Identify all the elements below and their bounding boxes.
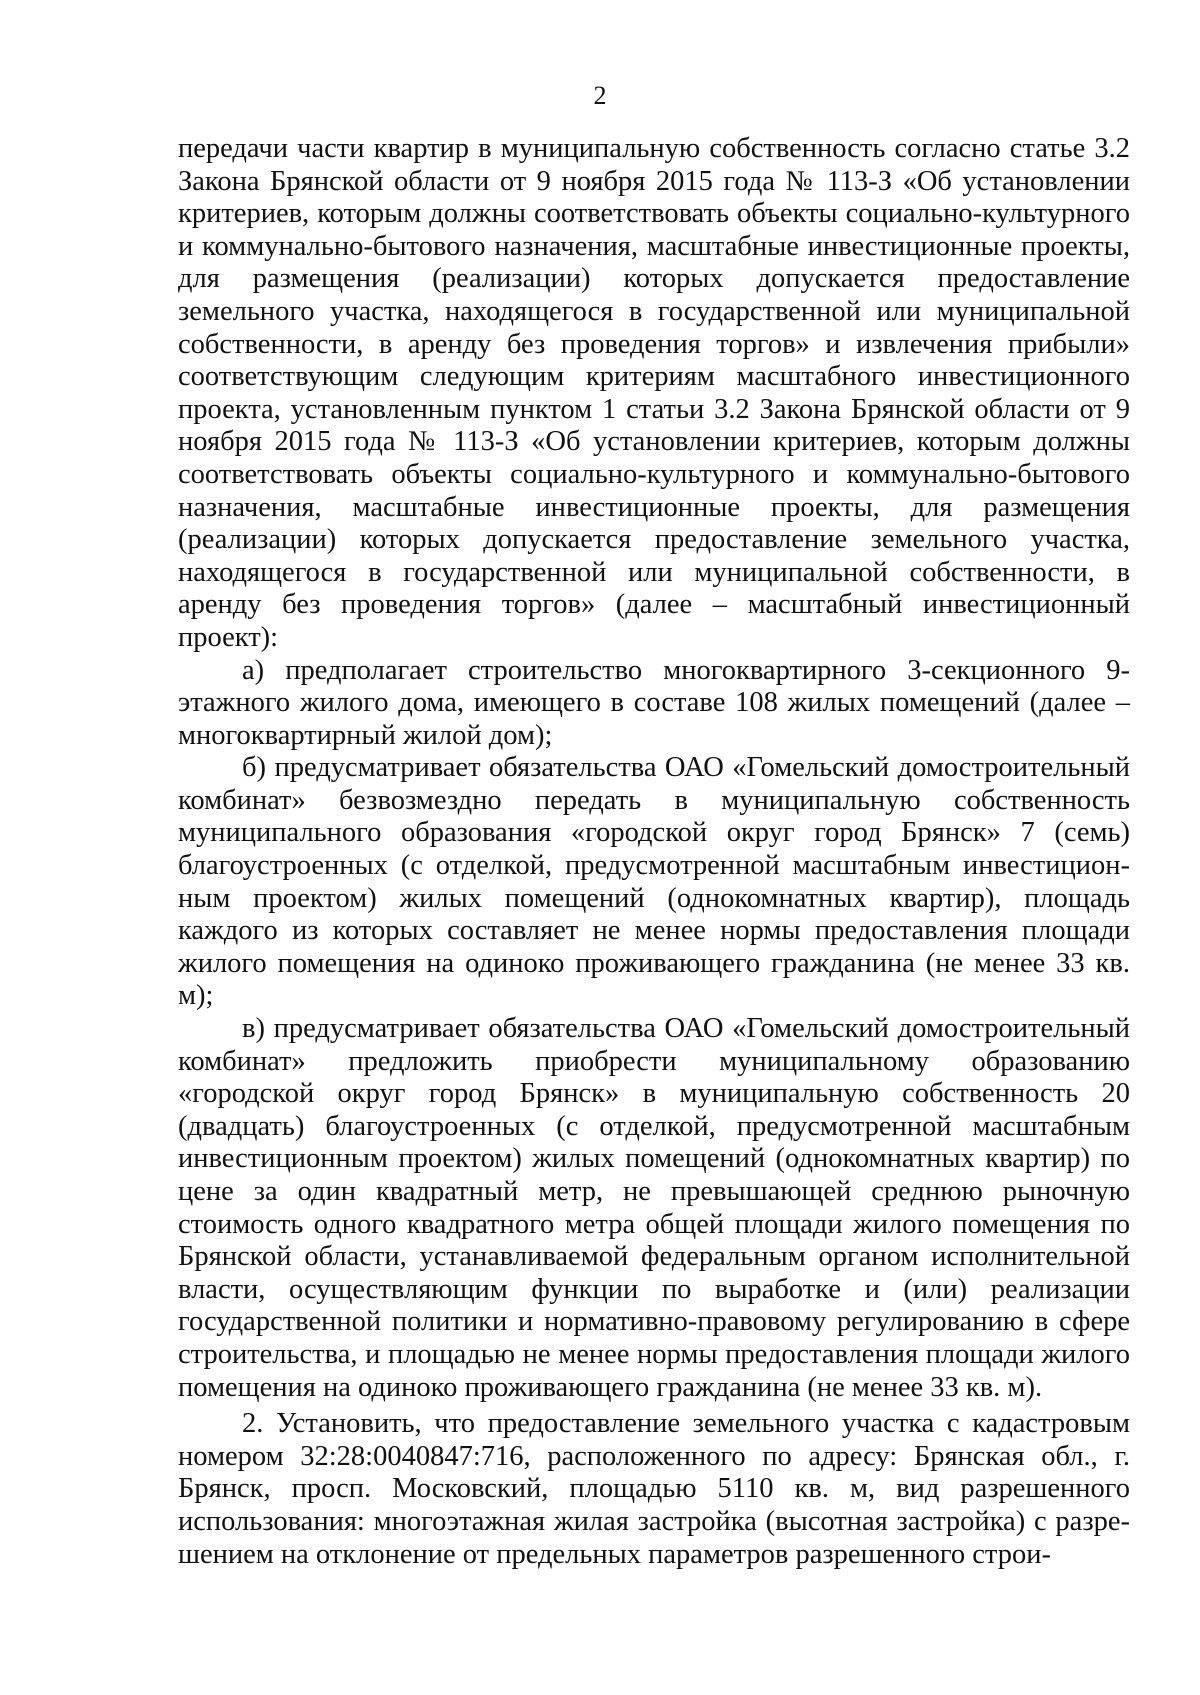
paragraph-section-2: 2. Установить, что предоставление земельного участка с кадастровым номером 32:28:0040847:716, расположенного по адресу: Брянская обл., г. Брянск, просп. Московский, площадью 5110 кв. м, вид разрешенного использования: многоэтажная жилая застройка (высотная застройка) с разрешением на отклонение от предельных параметров разрешенного строи- [178,1408,1130,1570]
document-body [178,133,1130,1571]
page-number: 2 [593,81,607,110]
paragraph-item-b: б) предусматривает обязательства ОАО «Гомельский домостроительный комбинат» безвозмездно передать в муниципальную собственность муниципального образования «городской округ город Брянск» 7 (семь) благоустроенных (с отделкой, предусмотренной масштабным инвестиционным проектом) жилых помещений (однокомнатных квартир), площадь каждого из которых составляет не менее нормы предоставления площади жилого помещения на одиноко проживающего гражданина (не менее 33 кв. м); [178,752,1130,1012]
paragraph-item-a: а) предполагает строительство многоквартирного 3-секционного 9-этажного жилого дома, имеющего в составе 108 жилых помещений (далее – многоквартирный жилой дом); [178,654,1130,751]
paragraph-item-v: в) предусматривает обязательства ОАО «Гомельский домостроительный комбинат» предложить приобрести муниципальному образованию «городской округ город Брянск» в муниципальную собственность 20 (двадцать) благоустроенных (с отделкой, предусмотренной масштабным инвестиционным проектом) жилых помещений (однокомнатных квартир) по цене за один квадратный метр, не превышающей среднюю рыночную стоимость одного квадратного метра общей площади жилого помещения по Брянской области, устанавливаемой федеральным органом исполнительной власти, осуществляющим функции по выработке и (или) реализации государственной политики и нормативно-правовому регулированию в сфере строительства, и площадью не менее нормы предоставления площади жилого помещения на одиноко проживающего гражданина (не менее 33 кв. м). [178,1013,1130,1403]
paragraph-intro: передачи части квартир в муниципальную собственность согласно статье 3.2 Закона Брянской области от 9 ноября 2015 года № 113-З «Об установлении критериев, которым должны соответствовать объекты социально-культурного и коммунально-бытового назначения, масштабные инвестиционные проекты, для размещения (реализации) которых допускается предоставление земельного участка, находящегося в государственной или муниципальной собственности, в аренду без проведения торгов» и извлечения прибыли» соответствующим следующим критериям масштабного инвестиционного проекта, установленным пунктом 1 статьи 3.2 Закона Брянской области от 9 ноября 2015 года № 113-З «Об установлении критериев, которым должны соответствовать объекты социально-культурного и коммунально-бытового назначения, масштабные инвестиционные проекты, для размещения (реализации) которых допускается предоставление земельного участка, находящегося в государственной или муниципальной собственности, в аренду без проведения торгов» (далее – масштабный инвестиционный проект): [178,133,1130,653]
